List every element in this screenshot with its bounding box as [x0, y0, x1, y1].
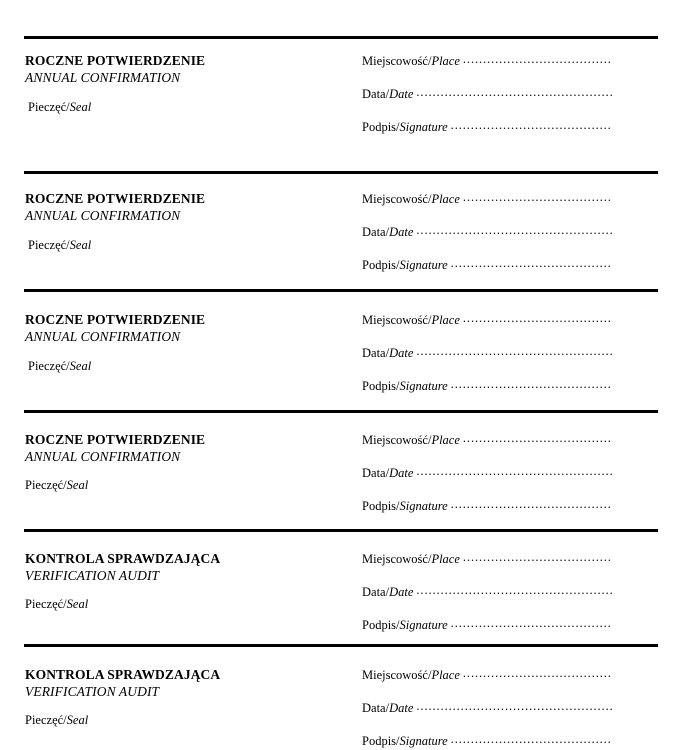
seal-label-pl: Pieczęć/	[28, 359, 70, 373]
seal-label-pl: Pieczęć/	[25, 597, 67, 611]
section-left-column	[25, 190, 345, 253]
section-title-en: ANNUAL CONFIRMATION	[25, 70, 181, 85]
date-dotted-leader[interactable]	[416, 345, 612, 357]
date-label-en: Date	[389, 701, 414, 715]
date-dotted-leader[interactable]	[416, 224, 612, 236]
section-left-column	[25, 550, 345, 612]
date-label-pl: Data/	[362, 87, 390, 101]
date-field-row[interactable]	[362, 465, 612, 481]
date-label-pl: Data/	[362, 225, 390, 239]
section-title-en: VERIFICATION AUDIT	[25, 568, 160, 583]
section-title-pl: ROCZNE POTWIERDZENIE	[25, 432, 206, 447]
section-divider-rule	[24, 36, 658, 39]
place-field-row[interactable]	[362, 191, 612, 207]
place-field-row[interactable]	[362, 432, 612, 448]
seal-label	[25, 238, 345, 253]
signature-field-row[interactable]	[362, 119, 612, 135]
signature-label	[362, 499, 448, 514]
signature-label-pl: Podpis/	[362, 734, 400, 748]
signature-label	[362, 120, 448, 135]
date-label-pl: Data/	[362, 585, 390, 599]
section-right-column	[362, 431, 612, 514]
date-label-en: Date	[389, 585, 414, 599]
seal-label-en: Seal	[69, 359, 92, 373]
place-dotted-leader[interactable]	[463, 667, 612, 679]
signature-label-en: Signature	[399, 379, 448, 393]
signature-label-en: Signature	[399, 120, 448, 134]
signature-label-pl: Podpis/	[362, 379, 400, 393]
section-divider-rule	[24, 644, 658, 647]
seal-label-pl: Pieczęć/	[28, 238, 70, 252]
place-label	[362, 552, 460, 567]
section-right-column	[362, 666, 612, 749]
signature-field-row[interactable]	[362, 617, 612, 633]
signature-dotted-leader[interactable]	[451, 733, 612, 745]
date-label	[362, 225, 413, 240]
signature-label-en: Signature	[399, 734, 448, 748]
section-left-column	[25, 666, 345, 728]
date-dotted-leader[interactable]	[416, 584, 612, 596]
seal-label-en: Seal	[66, 597, 89, 611]
date-label-en: Date	[389, 225, 414, 239]
place-label-pl: Miejscowość/	[362, 192, 432, 206]
signature-label-pl: Podpis/	[362, 618, 400, 632]
section-divider-rule	[24, 289, 658, 292]
place-label	[362, 668, 460, 683]
place-label	[362, 313, 460, 328]
section-right-column	[362, 52, 612, 135]
seal-label-en: Seal	[66, 478, 89, 492]
date-dotted-leader[interactable]	[416, 465, 612, 477]
place-label-en: Place	[431, 433, 460, 447]
signature-dotted-leader[interactable]	[451, 378, 612, 390]
signature-label-pl: Podpis/	[362, 120, 400, 134]
signature-label-en: Signature	[399, 499, 448, 513]
place-field-row[interactable]	[362, 551, 612, 567]
section-right-column	[362, 311, 612, 394]
date-label	[362, 466, 413, 481]
section-title-pl: ROCZNE POTWIERDZENIE	[25, 53, 206, 68]
place-label	[362, 54, 460, 69]
date-field-row[interactable]	[362, 584, 612, 600]
signature-label	[362, 734, 448, 749]
date-dotted-leader[interactable]	[416, 700, 612, 712]
date-field-row[interactable]	[362, 700, 612, 716]
place-dotted-leader[interactable]	[463, 432, 612, 444]
seal-label-pl: Pieczęć/	[25, 713, 67, 727]
date-label-en: Date	[389, 87, 414, 101]
place-dotted-leader[interactable]	[463, 312, 612, 324]
place-label-pl: Miejscowość/	[362, 552, 432, 566]
place-label-en: Place	[431, 313, 460, 327]
signature-dotted-leader[interactable]	[451, 498, 612, 510]
section-title-pl: ROCZNE POTWIERDZENIE	[25, 191, 206, 206]
section-title-pl: ROCZNE POTWIERDZENIE	[25, 312, 206, 327]
date-label-pl: Data/	[362, 466, 390, 480]
place-label-pl: Miejscowość/	[362, 54, 432, 68]
seal-label	[25, 478, 345, 493]
date-label	[362, 585, 413, 600]
place-dotted-leader[interactable]	[463, 191, 612, 203]
section-divider-rule	[24, 171, 658, 174]
place-dotted-leader[interactable]	[463, 551, 612, 563]
section-left-column	[25, 311, 345, 374]
signature-label	[362, 379, 448, 394]
section-title-pl: KONTROLA SPRAWDZAJĄCA	[25, 667, 221, 682]
section-right-column	[362, 550, 612, 633]
section-title-en: ANNUAL CONFIRMATION	[25, 329, 181, 344]
place-field-row[interactable]	[362, 667, 612, 683]
seal-label	[25, 359, 345, 374]
place-label-en: Place	[431, 668, 460, 682]
seal-label	[25, 100, 345, 115]
place-label-pl: Miejscowość/	[362, 433, 432, 447]
seal-label	[25, 597, 345, 612]
place-field-row[interactable]	[362, 53, 612, 69]
place-label-en: Place	[431, 54, 460, 68]
section-title-pl: KONTROLA SPRAWDZAJĄCA	[25, 551, 221, 566]
signature-label-pl: Podpis/	[362, 258, 400, 272]
signature-label-en: Signature	[399, 258, 448, 272]
seal-label-en: Seal	[66, 713, 89, 727]
place-label-pl: Miejscowość/	[362, 668, 432, 682]
seal-label	[25, 713, 345, 728]
signature-label-en: Signature	[399, 618, 448, 632]
section-title-en: VERIFICATION AUDIT	[25, 684, 160, 699]
signature-dotted-leader[interactable]	[451, 617, 612, 629]
date-field-row[interactable]	[362, 224, 612, 240]
section-left-column	[25, 52, 345, 115]
signature-field-row[interactable]	[362, 378, 612, 394]
date-label	[362, 346, 413, 361]
place-label-pl: Miejscowość/	[362, 313, 432, 327]
signature-dotted-leader[interactable]	[451, 119, 612, 131]
place-label-en: Place	[431, 192, 460, 206]
seal-label-pl: Pieczęć/	[28, 100, 70, 114]
signature-label	[362, 618, 448, 633]
section-left-column	[25, 431, 345, 493]
place-field-row[interactable]	[362, 312, 612, 328]
place-label	[362, 192, 460, 207]
date-field-row[interactable]	[362, 86, 612, 102]
signature-label-pl: Podpis/	[362, 499, 400, 513]
section-title-en: ANNUAL CONFIRMATION	[25, 449, 181, 464]
date-label-pl: Data/	[362, 346, 390, 360]
place-label	[362, 433, 460, 448]
place-dotted-leader[interactable]	[463, 53, 612, 65]
date-label	[362, 701, 413, 716]
section-divider-rule	[24, 529, 658, 532]
section-divider-rule	[24, 410, 658, 413]
date-dotted-leader[interactable]	[416, 86, 612, 98]
signature-field-row[interactable]	[362, 498, 612, 514]
signature-dotted-leader[interactable]	[451, 257, 612, 269]
signature-label	[362, 258, 448, 273]
signature-field-row[interactable]	[362, 733, 612, 749]
place-label-en: Place	[431, 552, 460, 566]
date-label-en: Date	[389, 466, 414, 480]
signature-field-row[interactable]	[362, 257, 612, 273]
seal-label-pl: Pieczęć/	[25, 478, 67, 492]
date-label-pl: Data/	[362, 701, 390, 715]
seal-label-en: Seal	[69, 238, 92, 252]
section-title-en: ANNUAL CONFIRMATION	[25, 208, 181, 223]
date-label-en: Date	[389, 346, 414, 360]
section-right-column	[362, 190, 612, 273]
date-label	[362, 87, 413, 102]
seal-label-en: Seal	[69, 100, 92, 114]
date-field-row[interactable]	[362, 345, 612, 361]
